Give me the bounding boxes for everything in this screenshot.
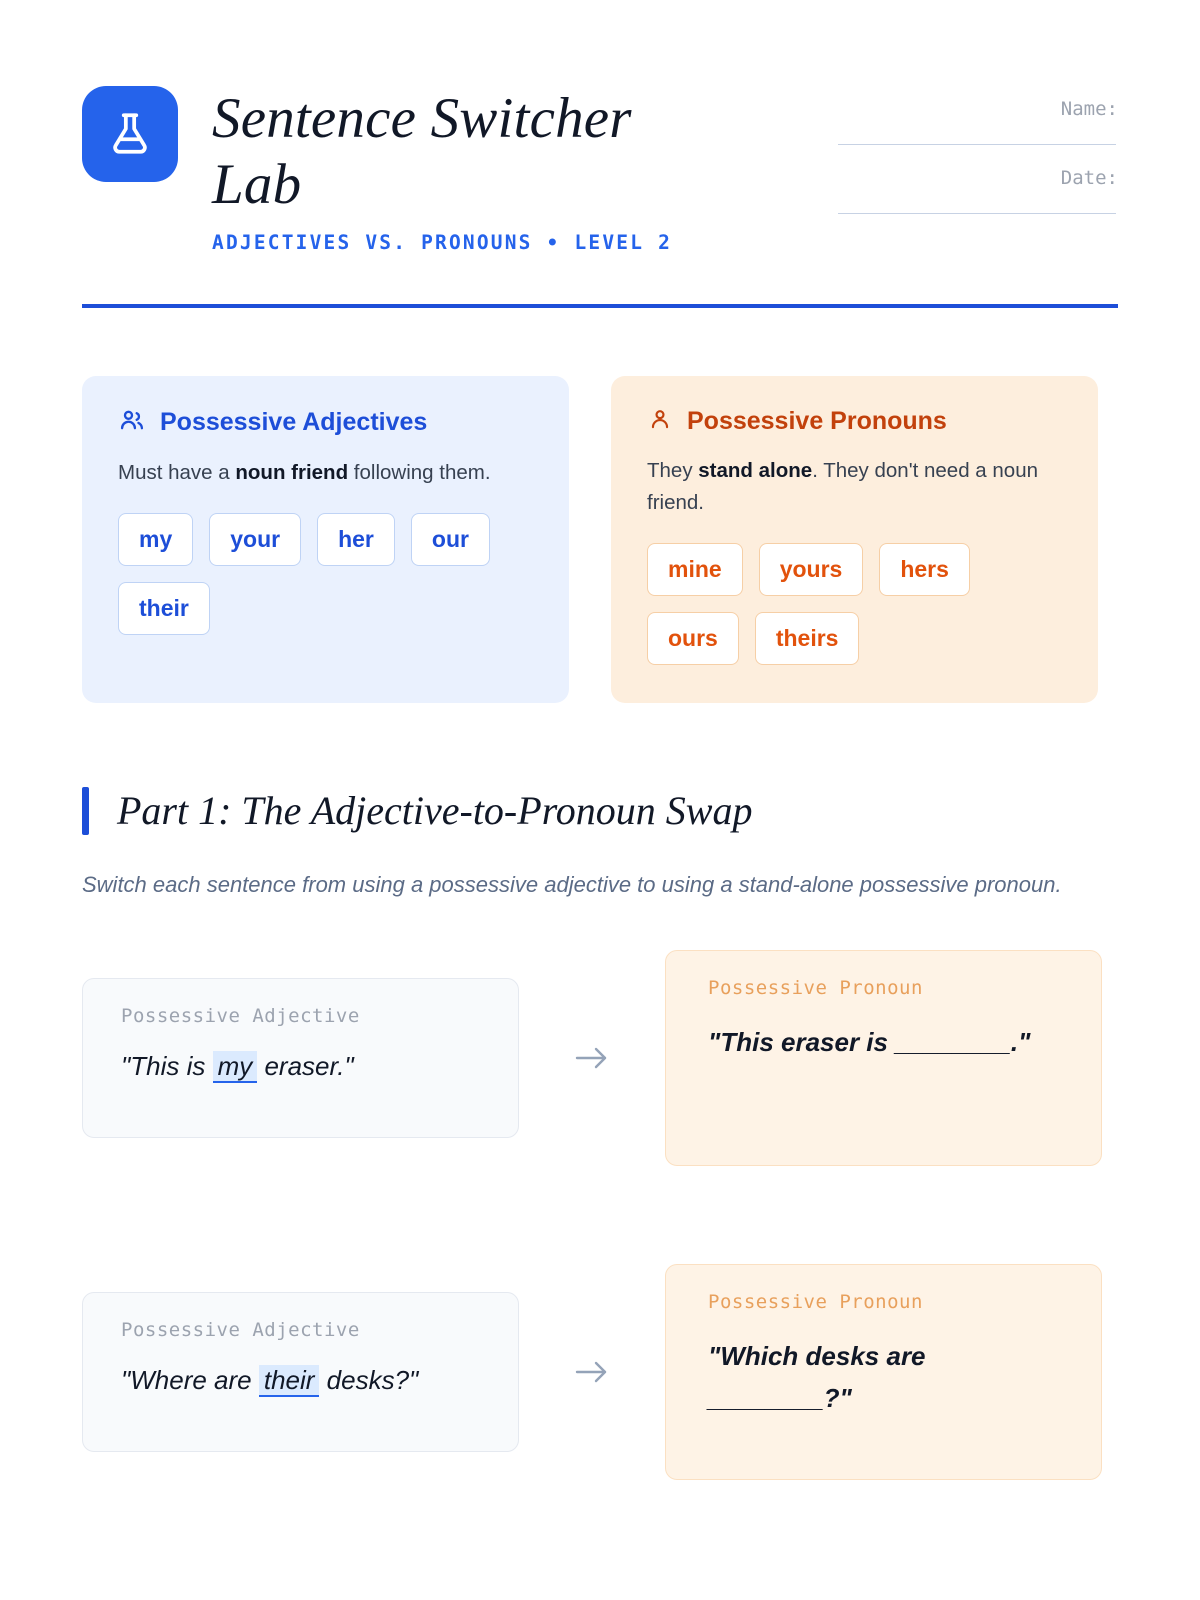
users-icon: [118, 406, 146, 439]
desc-before: They: [647, 459, 699, 483]
chip-list: [118, 513, 533, 635]
word-chip[interactable]: their: [118, 582, 210, 635]
arrow-right-icon: [519, 1041, 665, 1075]
highlighted-word: their: [259, 1365, 320, 1397]
part-title: Part 1: The Adjective-to-Pronoun Swap: [117, 788, 753, 834]
desc-bold: stand alone: [698, 459, 813, 483]
source-box: [82, 1292, 519, 1452]
word-chip[interactable]: hers: [879, 543, 970, 596]
desc-after: following them.: [348, 461, 491, 485]
target-sentence: "Which desks are ________?": [708, 1340, 926, 1413]
word-chip[interactable]: theirs: [755, 612, 860, 665]
highlighted-word: my: [213, 1051, 258, 1083]
sentence-suffix: eraser.": [257, 1050, 354, 1081]
desc-after: . They don't need a noun friend.: [647, 459, 1039, 514]
concept-card-possessive-pronouns: [611, 376, 1098, 703]
concept-cards: [82, 376, 1118, 703]
page-subtitle: ADJECTIVES VS. PRONOUNS • LEVEL 2: [212, 231, 673, 255]
arrow-right-icon: [519, 1355, 665, 1389]
user-icon: [647, 406, 673, 437]
card-title: Possessive Adjectives: [160, 408, 428, 437]
card-description: [118, 457, 533, 489]
card-description: [647, 455, 1062, 519]
part-instructions: Switch each sentence from using a possessive adjective to using a stand-alone possessive pronoun.: [82, 871, 1062, 897]
target-box[interactable]: [665, 950, 1102, 1166]
source-label: Possessive Adjective: [121, 1318, 360, 1341]
sentence-prefix: "This is: [121, 1050, 213, 1081]
swap-row: [82, 1264, 1118, 1480]
source-sentence: [121, 1361, 480, 1400]
part-accent-bar: [82, 787, 89, 835]
source-sentence: [121, 1047, 480, 1086]
card-header: [647, 406, 1062, 437]
part1-heading: [82, 787, 1118, 835]
header-divider: [82, 304, 1118, 308]
name-label: Name:: [1060, 98, 1118, 120]
worksheet-header: [82, 0, 1118, 254]
target-box[interactable]: [665, 1264, 1102, 1480]
target-label: Possessive Pronoun: [708, 976, 923, 999]
date-label: Date:: [1060, 167, 1118, 189]
word-chip[interactable]: my: [118, 513, 193, 566]
title-block: [212, 86, 732, 254]
word-chip[interactable]: mine: [647, 543, 743, 596]
source-label: Possessive Adjective: [121, 1004, 360, 1027]
sentence-suffix: desks?": [319, 1364, 419, 1395]
name-date-block: [838, 86, 1118, 214]
chip-list: [647, 543, 1062, 665]
flask-icon: [82, 86, 178, 182]
desc-bold: noun friend: [235, 461, 349, 485]
word-chip[interactable]: yours: [759, 543, 864, 596]
card-title: Possessive Pronouns: [687, 407, 947, 436]
swap-row: [82, 950, 1118, 1166]
word-chip[interactable]: her: [317, 513, 395, 566]
date-input-line[interactable]: [838, 213, 1116, 214]
name-row: [838, 98, 1118, 120]
source-box: [82, 978, 519, 1138]
target-sentence: "This eraser is ________.": [708, 1026, 1031, 1057]
word-chip[interactable]: our: [411, 513, 490, 566]
date-row: [838, 167, 1118, 189]
name-input-line[interactable]: [838, 144, 1116, 145]
target-label: Possessive Pronoun: [708, 1290, 923, 1313]
word-chip[interactable]: your: [209, 513, 301, 566]
card-header: [118, 406, 533, 439]
desc-before: Must have a: [118, 461, 236, 485]
page-title: Sentence Switcher Lab: [212, 87, 632, 216]
word-chip[interactable]: ours: [647, 612, 739, 665]
concept-card-possessive-adjectives: [82, 376, 569, 703]
sentence-prefix: "Where are: [121, 1364, 259, 1395]
